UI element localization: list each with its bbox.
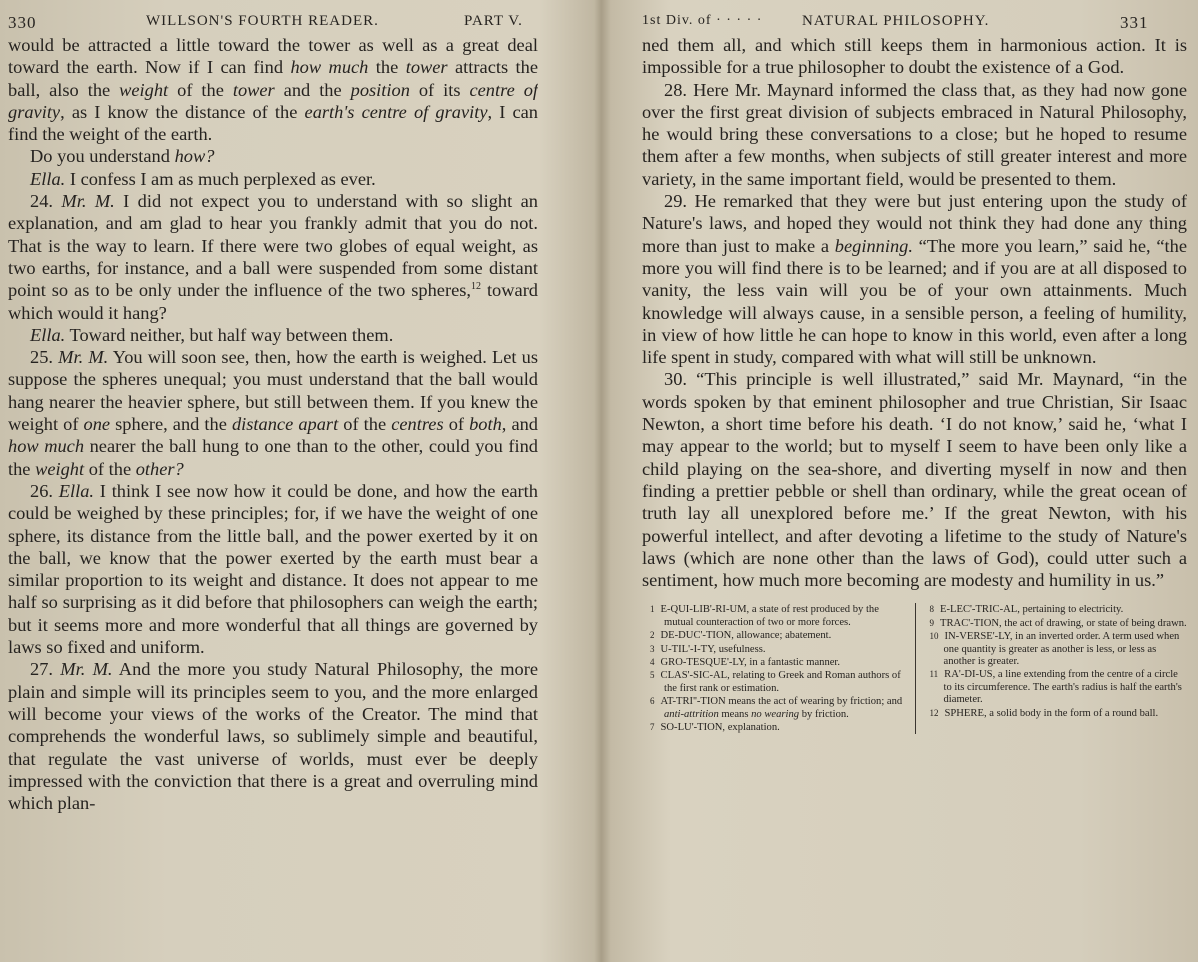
paragraph-p_b: Do you understand how? xyxy=(30,146,215,167)
running-head: WILLSON'S FOURTH READER. xyxy=(146,13,379,29)
footnote-number: 3 xyxy=(650,643,655,654)
right-page-text xyxy=(642,34,1187,591)
paragraph-p_27: 27. Mr. M. And the more you study Natural Philosophy, the more plain and simple will its principles seem to you, and the more enlarged will become your views of the works of the Creator. The mind that comprehends the wonderful laws, so sublimely simple and beautiful, that regulate the vast universe of worlds, must ever be deeply impressed with the conviction that there is a great and overruling mind which plan- xyxy=(8,659,538,814)
footnote-text: RA'-DI-US, a line extending from the centre of a circle to its circumference. The earth's radius is half the earth's diameter. xyxy=(943,669,1182,706)
footnote-text: E-LEC'-TRIC-AL, pertaining to electricity. xyxy=(940,604,1124,616)
footnote-text: TRAC'-TION, the act of drawing, or state of being drawn. xyxy=(940,617,1187,629)
footnote-6 xyxy=(642,695,909,721)
footnotes-column-right xyxy=(915,603,1188,734)
left-page xyxy=(8,0,538,962)
footnote-number: 1 xyxy=(650,604,655,615)
footnote-text: SPHERE, a solid body in the form of a round ball. xyxy=(944,707,1159,719)
footnote-text: SO-LU'-TION, explanation. xyxy=(660,722,780,734)
footnote-12 xyxy=(922,707,1188,720)
footnote-9 xyxy=(922,617,1188,630)
paragraph-p_24: 24. Mr. M. I did not expect you to understand with so slight an explanation, and am glad to hear you frankly admit that you do not. That is the way to learn. If there were two globes of equal weight, as two earths, for instance, and a ball were suspended from some distant point so as to be only under the influence of the two spheres,$^{12}$ toward which would it hang? xyxy=(8,191,538,323)
footnote-text: IN-VERSE'-LY, in an inverted order. A term used when one quantity is greater as another is less, or less as another is greater. xyxy=(943,631,1180,668)
section-label: PART V. xyxy=(464,13,523,29)
footnote-text: U-TIL'-I-TY, usefulness. xyxy=(660,643,766,655)
footnote-text: DE-DUC'-TION, allowance; abatement. xyxy=(660,630,832,642)
paragraph-p_25: 25. Mr. M. You will soon see, then, how the earth is weighed. Let us suppose the spheres unequal; you must understand that the ball would hang nearer the heavier sphere, but still between them. If you knew the weight of one sphere, and the distance apart of the centres of both, and how much nearer the ball hung to one than to the other, could you find the weight of the other? xyxy=(8,347,538,479)
footnote-number: 12 xyxy=(929,707,939,718)
page-number: 330 xyxy=(8,13,37,32)
footnote-number: 9 xyxy=(929,617,934,628)
right-page-header xyxy=(642,0,1187,34)
footnotes-column-left xyxy=(642,603,915,734)
paragraph-p_a: would be attracted a little toward the tower as well as a great deal toward the earth. Now if I can find how much the tower attracts the ball, also the weight of the tower and the position of its centre of gravity, as I know the distance of the earth's centre of gravity, I can find the weight of the earth. xyxy=(8,35,538,145)
footnote-10 xyxy=(922,630,1188,668)
footnote-number: 4 xyxy=(650,657,655,668)
footnote-1 xyxy=(642,603,909,629)
footnote-number: 5 xyxy=(650,670,655,681)
footnote-5 xyxy=(642,669,909,695)
paragraph-r_28: 28. Here Mr. Maynard informed the class that, as they had now gone over the first great division of subjects embraced in Natural Philosophy, he would bring these conversations to a close; but he hoped to resume them after a few months, when subjects of still greater interest and more variety, in the same important field, would be presented to them. xyxy=(642,79,1187,189)
paragraph-r_30: 30. “This principle is well illustrated,” said Mr. Maynard, “in the words spoken by that eminent philosopher and true Christian, Sir Isaac Newton, a short time before his death. ‘I do not know,’ said he, ‘what I may appear to the world; but to myself I seem to have been only like a child playing on the sea-shore, and diverting myself in now and then finding a prettier pebble or shell than ordinary, while the great ocean of truth lay all unexplored before me.’ If the great Newton, with his powerful intellect, and after devoting a lifetime to the study of Nature's laws (which are none other than the laws of God), could utter such a sentiment, how much more becoming are modesty and humility in us.” xyxy=(642,369,1187,591)
footnote-text: CLAS'-SIC-AL, relating to Greek and Roman authors of the first rank or estimation. xyxy=(660,670,901,694)
footnote-8 xyxy=(922,603,1188,616)
left-page-header xyxy=(8,0,538,34)
footnote-text: GRO-TESQUE'-LY, in a fantastic manner. xyxy=(660,657,841,669)
footnote-7 xyxy=(642,721,909,734)
paragraph-p_d: Ella. Toward neither, but half way between them. xyxy=(30,324,394,345)
footnote-3 xyxy=(642,643,909,656)
division-label: 1st Div. of · · · · · xyxy=(642,13,763,28)
page-number: 331 xyxy=(1120,13,1149,32)
left-page-text xyxy=(8,34,538,814)
footnote-number: 2 xyxy=(650,630,655,641)
paragraph-p_26: 26. Ella. I think I see now how it could be done, and how the earth could be weighed by these principles; for, if we have the weight of one sphere, its distance from the little ball, and the power exerted by it on the ball, we know that the power exerted by the earth must bear a similar proportion to its weight and distance. It does not appear to me half so surprising as it did before that philosophers can weigh the earth; but it seems more and more wonderful that all things are governed by laws so fixed and uniform. xyxy=(8,480,538,658)
paragraph-p_c: Ella. I confess I am as much perplexed as ever. xyxy=(30,168,376,189)
footnote-number: 6 xyxy=(650,696,655,707)
footnote-text: AT-TRI''-TION means the act of wearing by friction; and anti-attrition means no wearing by friction. xyxy=(660,696,903,720)
running-head: NATURAL PHILOSOPHY. xyxy=(802,13,990,29)
footnote-number: 10 xyxy=(929,631,939,642)
paragraph-r_29: 29. He remarked that they were but just entering upon the study of Nature's laws, and hoped they would not think they had done any thing more than just to make a beginning. “The more you learn,” said he, “the more you will find there is to be learned; and if you are at all disposed to vanity, the less vain will you be of your own attainments. Much knowledge will always cause, in a sensible person, a feeling of humility, in view of how little he can hope to know in this world, even after a long life spent in study, compared with what will still be unknown. xyxy=(642,191,1187,368)
paragraph-r_a: ned them all, and which still keeps them in harmonious action. It is impossible for a true philosopher to doubt the existence of a God. xyxy=(642,35,1187,78)
footnote-number: 11 xyxy=(929,669,939,680)
footnote-number: 8 xyxy=(929,604,934,615)
footnote-text: E-QUI-LIB'-RI-UM, a state of rest produced by the mutual counteraction of two or more forces. xyxy=(660,604,879,628)
right-page xyxy=(642,0,1187,962)
footnote-11 xyxy=(922,668,1188,706)
footnote-4 xyxy=(642,656,909,669)
footnote-number: 7 xyxy=(650,722,655,733)
footnotes xyxy=(642,603,1187,734)
footnote-2 xyxy=(642,629,909,642)
